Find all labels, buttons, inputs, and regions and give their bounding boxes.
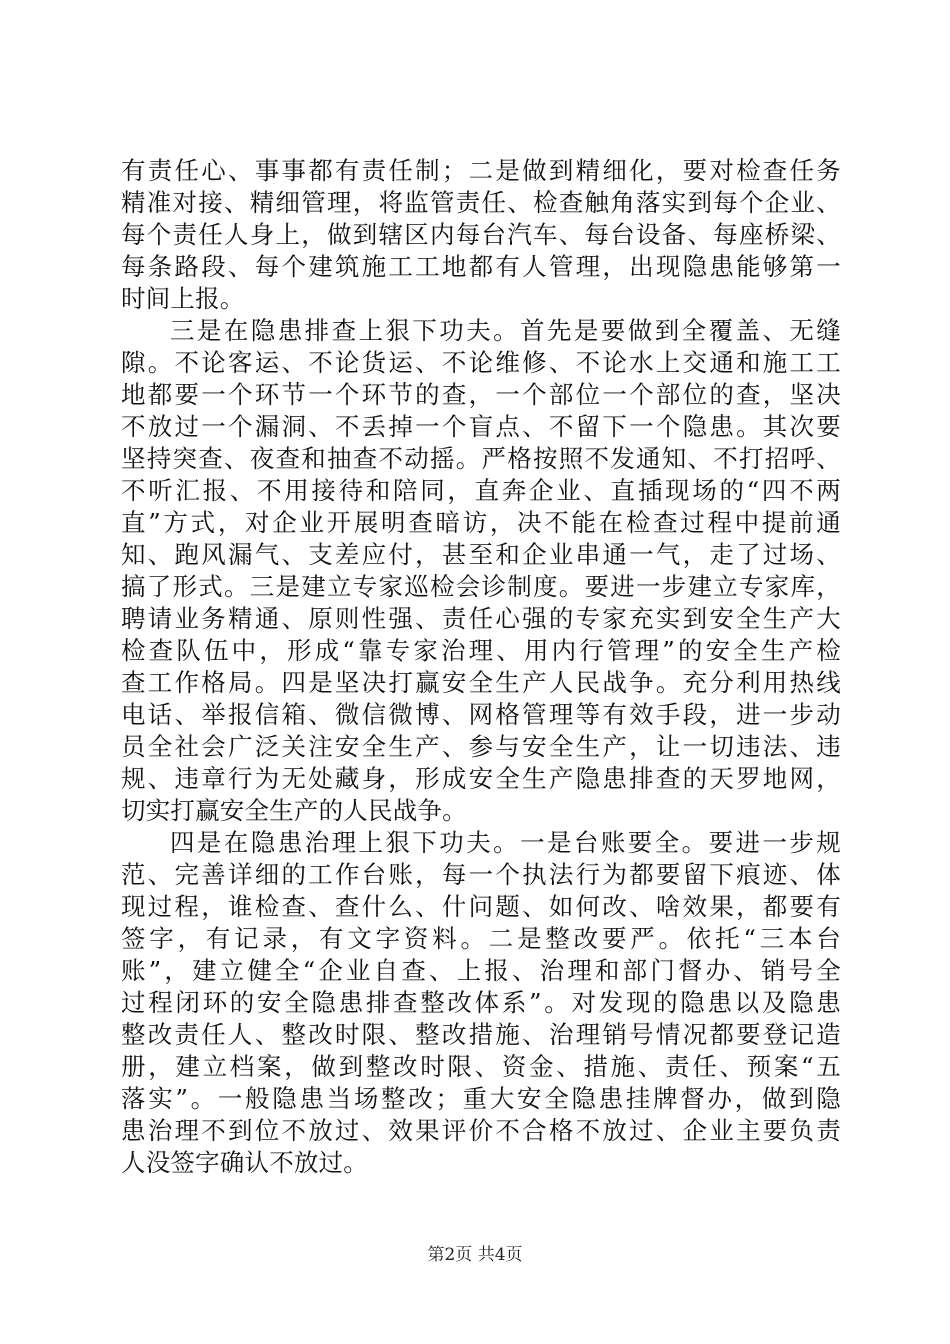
text-line: 切实打赢安全生产的人民战争。 (121, 796, 467, 825)
text-line: 坚持突查、夜查和抽查不动摇。严格按照不发通知、不打招呼、 (121, 444, 841, 473)
text-line: 过程闭环的安全隐患排查整改体系”。对发现的隐患以及隐患 (121, 988, 841, 1017)
text-line: 员全社会广泛关注安全生产、参与安全生产，让一切违法、违 (121, 732, 841, 761)
text-line: 人没签字确认不放过。 (121, 1148, 368, 1177)
text-line: 患治理不到位不放过、效果评价不合格不放过、企业主要负责 (121, 1116, 841, 1145)
text-line: 每个责任人身上，做到辖区内每台汽车、每台设备、每座桥梁、 (121, 220, 841, 249)
text-line: 规、违章行为无处藏身，形成安全生产隐患排查的天罗地网， (121, 764, 841, 793)
text-line: 时间上报。 (121, 284, 245, 313)
text-line: 地都要一个环节一个环节的查，一个部位一个部位的查，坚决 (121, 380, 841, 409)
text-line: 现过程，谁检查、查什么、什问题、如何改、啥效果，都要有 (121, 892, 841, 921)
text-line: 范、完善详细的工作台账，每一个执法行为都要留下痕迹、体 (121, 860, 841, 889)
text-line: 整改责任人、整改时限、整改措施、治理销号情况都要登记造 (121, 1020, 841, 1049)
text-line: 精准对接、精细管理，将监管责任、检查触角落实到每个企业、 (121, 188, 841, 217)
text-line: 查工作格局。四是坚决打赢安全生产人民战争。充分利用热线 (121, 668, 841, 697)
text-line: 搞了形式。三是建立专家巡检会诊制度。要进一步建立专家库， (121, 572, 841, 601)
text-line: 聘请业务精通、原则性强、责任心强的专家充实到安全生产大 (121, 604, 841, 633)
text-line: 账”，建立健全“企业自查、上报、治理和部门督办、销号全 (121, 956, 841, 985)
text-line: 不放过一个漏洞、不丢掉一个盲点、不留下一个隐患。其次要 (121, 412, 841, 441)
text-line: 册，建立档案，做到整改时限、资金、措施、责任、预案“五 (121, 1052, 841, 1081)
text-line: 三是在隐患排查上狠下功夫。首先是要做到全覆盖、无缝 (170, 316, 841, 345)
text-line: 直”方式，对企业开展明查暗访，决不能在检查过程中提前通 (121, 508, 841, 537)
text-line: 落实”。一般隐患当场整改；重大安全隐患挂牌督办，做到隐 (121, 1084, 841, 1113)
body-text (121, 155, 841, 1179)
text-line: 每条路段、每个建筑施工工地都有人管理，出现隐患能够第一 (121, 252, 841, 281)
text-line: 签字，有记录，有文字资料。二是整改要严。依托“三本台 (121, 924, 841, 953)
text-line: 有责任心、事事都有责任制；二是做到精细化，要对检查任务 (121, 156, 841, 185)
text-line: 四是在隐患治理上狠下功夫。一是台账要全。要进一步规 (170, 828, 841, 857)
text-line: 隙。不论客运、不论货运、不论维修、不论水上交通和施工工 (121, 348, 841, 377)
text-line: 电话、举报信箱、微信微博、网格管理等有效手段，进一步动 (121, 700, 841, 729)
page-footer: 第2页 共4页 (427, 1245, 523, 1265)
text-line: 知、跑风漏气、支差应付，甚至和企业串通一气，走了过场、 (121, 540, 841, 569)
text-line: 检查队伍中，形成“靠专家治理、用内行管理”的安全生产检 (121, 636, 841, 665)
text-line: 不听汇报、不用接待和陪同，直奔企业、直插现场的“四不两 (121, 476, 841, 505)
